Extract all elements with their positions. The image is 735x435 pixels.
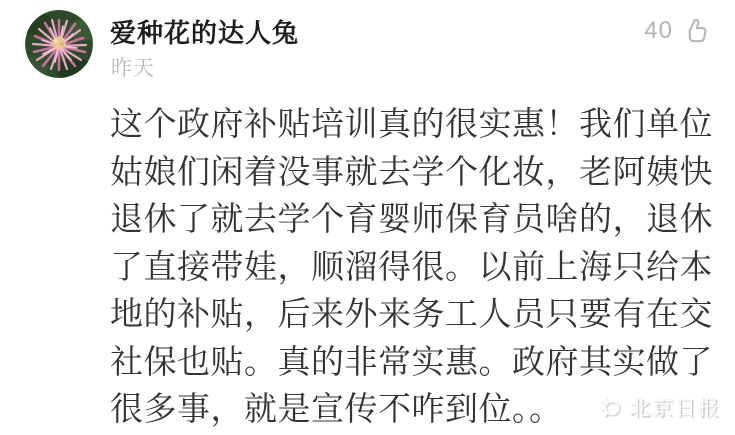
comment-text-line: 姑娘们闲着没事就去学个化妆，老阿姨快 (110, 152, 713, 190)
like-count: 40 (644, 17, 673, 44)
comment-text-line: 了直接带娃，顺溜得很。以前上海只给本 (110, 247, 713, 285)
comment-text (110, 100, 720, 433)
comment-text-line: 这个政府补贴培训真的很实惠！我们单位 (110, 105, 713, 142)
comment-text-line: 社保也贴。真的非常实惠。政府其实做了 (110, 342, 713, 380)
comment-text-line: 地的补贴，后来外来务工人员只要有在交 (110, 295, 713, 332)
avatar[interactable] (25, 10, 93, 78)
comment-text-line: 退休了就去学个育婴师保育员啥的，退休 (110, 200, 713, 237)
flower-avatar-image (25, 10, 93, 78)
timestamp: 昨天 (111, 57, 155, 80)
comment-text-line: 很多事，就是宣传不咋到位。。 (110, 390, 563, 427)
username: 爱种花的达人兔 (110, 18, 300, 48)
watermark-source: 北京日报 (629, 397, 721, 420)
thumbs-up-icon (682, 14, 713, 48)
like-button[interactable] (644, 14, 713, 48)
